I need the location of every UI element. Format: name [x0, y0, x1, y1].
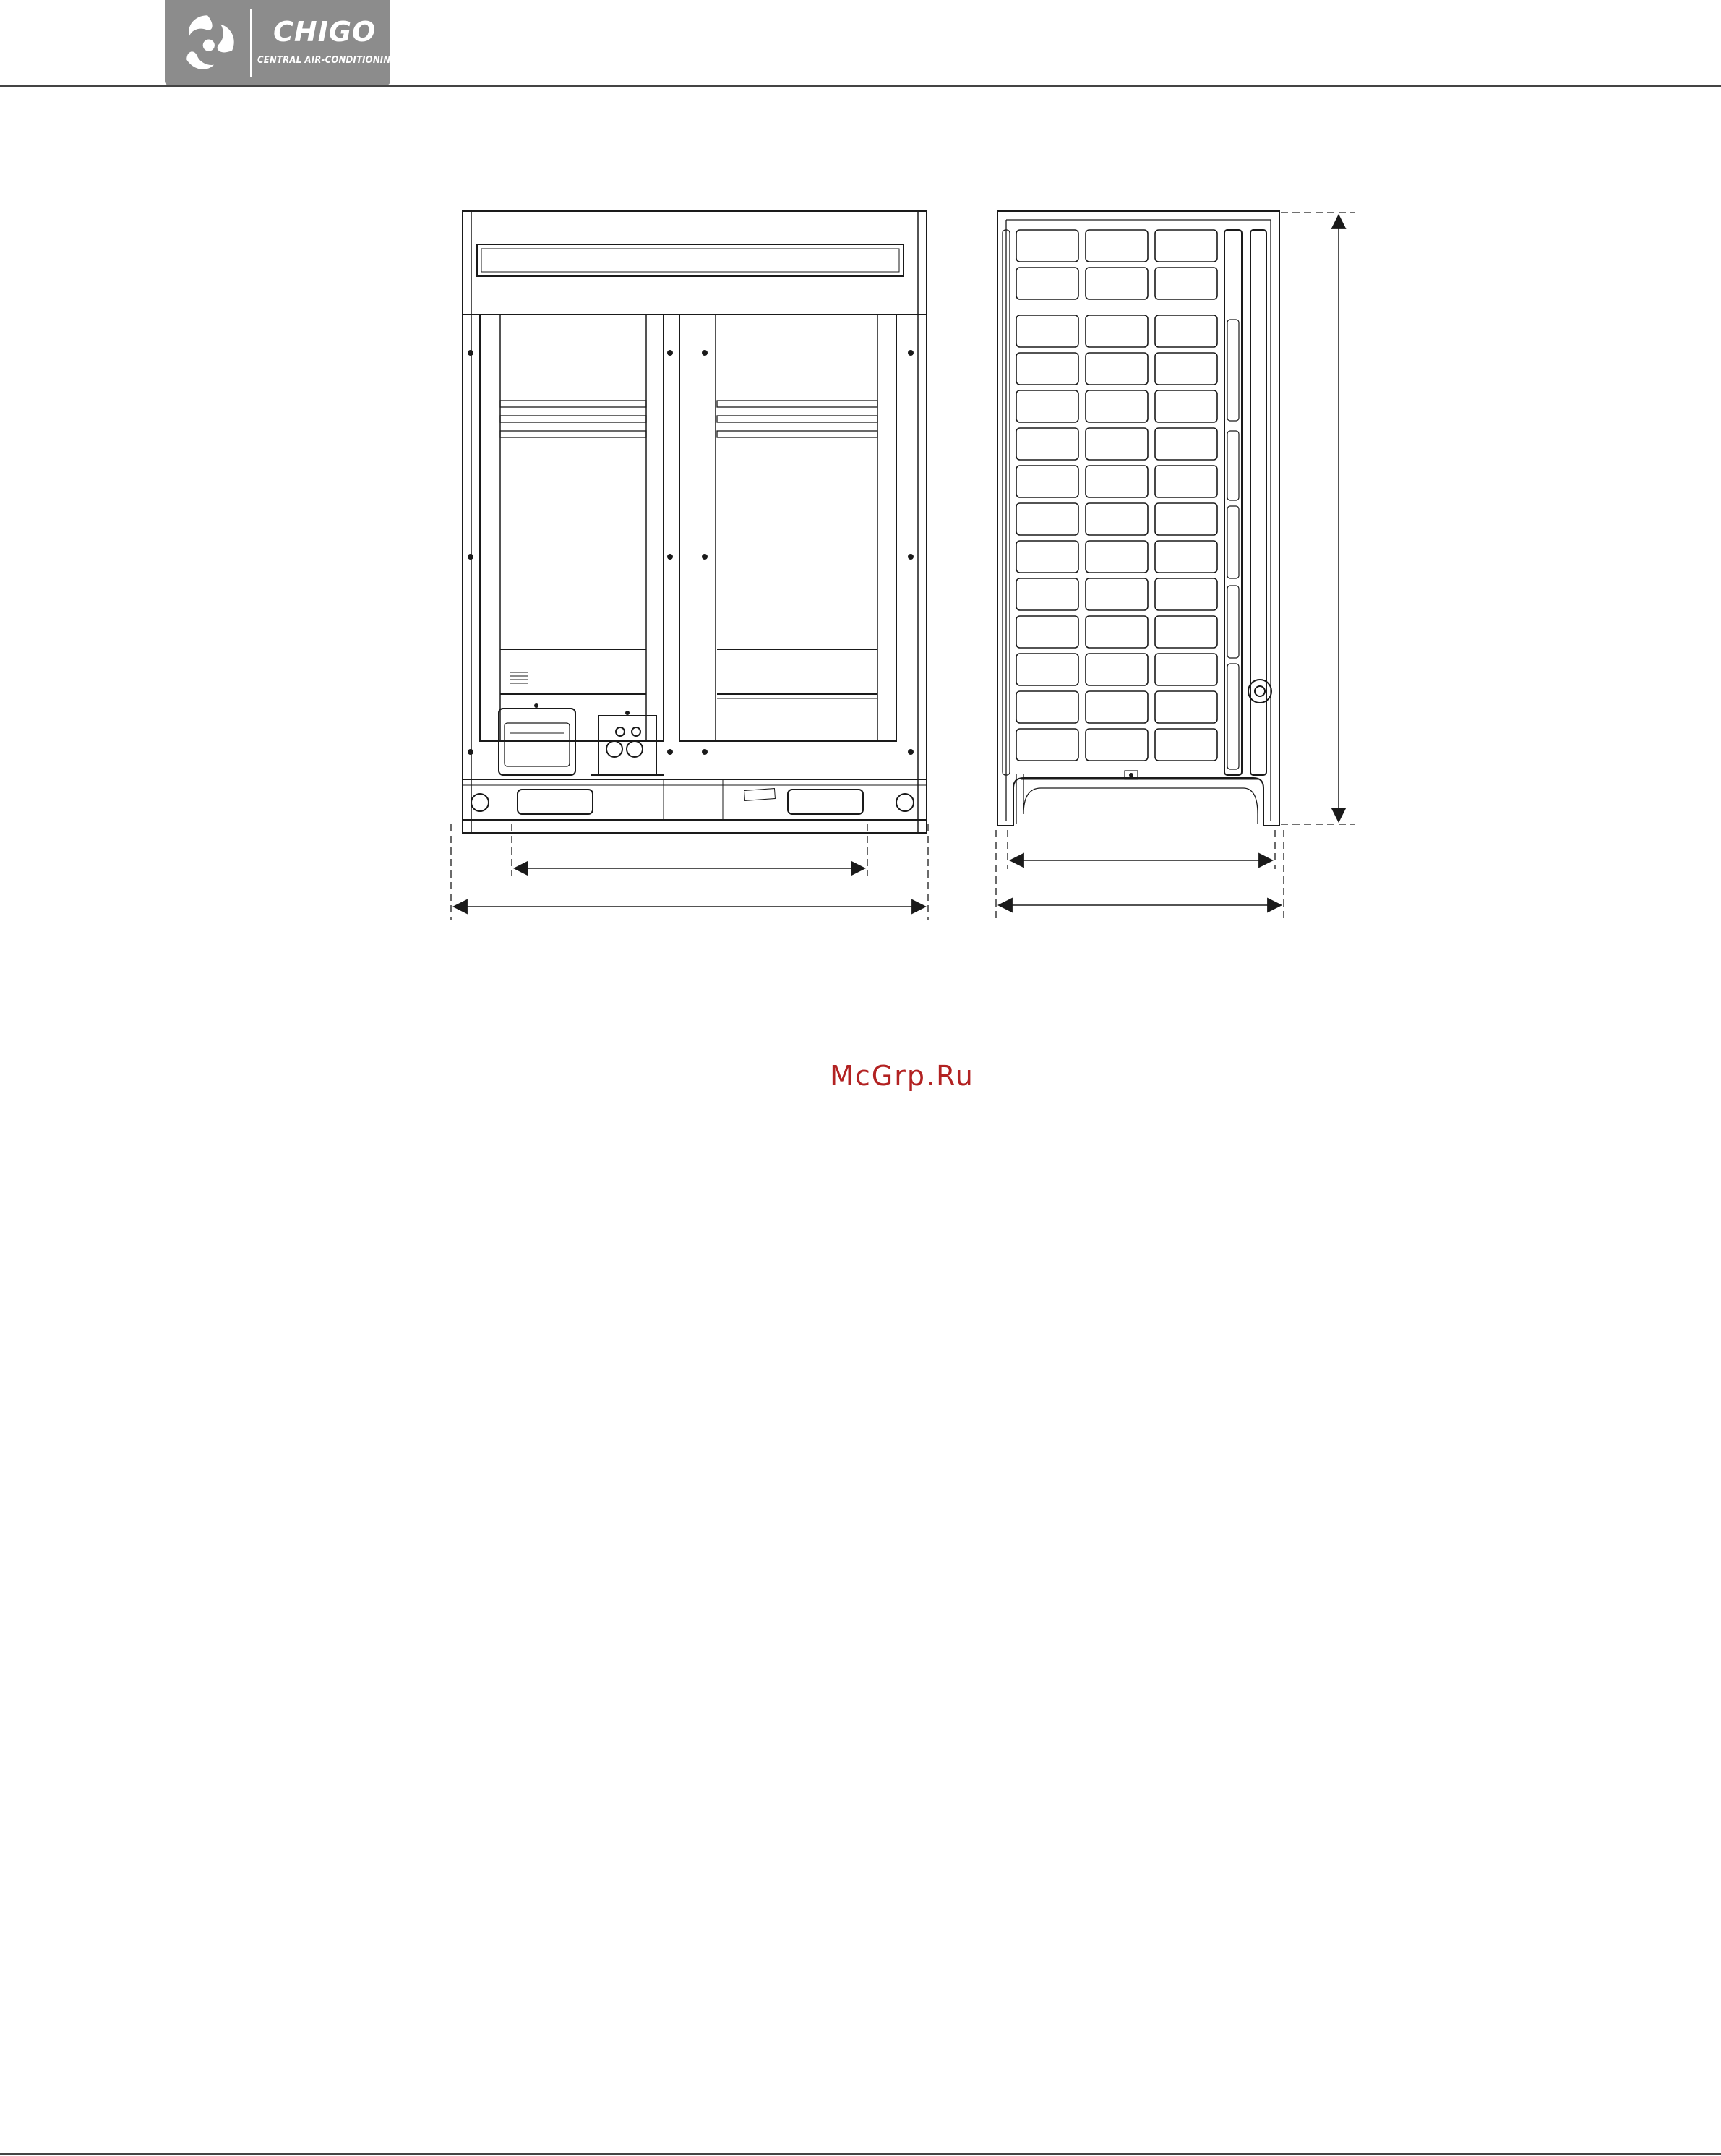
grille-cell [1155, 616, 1217, 648]
grille-cell [1086, 616, 1148, 648]
grille-cell [1155, 230, 1217, 262]
grille-cell [1155, 428, 1217, 460]
grille-cell [1016, 315, 1078, 347]
grille-cell [1016, 390, 1078, 422]
grille-cell [1155, 654, 1217, 685]
logo-tagline: CENTRAL AIR-CONDITIONING [257, 55, 398, 66]
logo-divider [250, 9, 252, 77]
grille-cell [1155, 390, 1217, 422]
grille-cell [1086, 315, 1148, 347]
grille-cell [1016, 541, 1078, 573]
grille-cell [1155, 541, 1217, 573]
grille-cell [1155, 503, 1217, 535]
grille-cell [1155, 315, 1217, 347]
grille-cell [1016, 268, 1078, 299]
grille-cell [1086, 466, 1148, 497]
grille-cell [1086, 578, 1148, 610]
page-header [0, 0, 1721, 88]
grille-cell [1086, 541, 1148, 573]
side-grille [1016, 230, 1217, 761]
grille-cell [1016, 578, 1078, 610]
grille-cell [1086, 230, 1148, 262]
grille-cell [1155, 268, 1217, 299]
logo-name: CHIGO [273, 16, 377, 48]
fan-swirl-icon [175, 10, 240, 75]
grille-cell [1086, 503, 1148, 535]
chigo-logo [165, 0, 398, 85]
grille-cell [1016, 729, 1078, 761]
grille-cell [1016, 654, 1078, 685]
watermark: McGrp.Ru [830, 1060, 974, 1092]
grille-cell [1016, 230, 1078, 262]
grille-cell [1086, 691, 1148, 723]
unit-dimension-drawing [434, 195, 1373, 933]
grille-cell [1086, 428, 1148, 460]
grille-cell [1155, 729, 1217, 761]
grille-cell [1086, 729, 1148, 761]
footer-rule [0, 2153, 1721, 2155]
front-view [451, 211, 928, 920]
grille-cell [1016, 503, 1078, 535]
grille-cell [1086, 353, 1148, 385]
grille-cell [1155, 466, 1217, 497]
grille-cell [1086, 654, 1148, 685]
grille-cell [1016, 466, 1078, 497]
grille-cell [1086, 268, 1148, 299]
grille-cell [1016, 353, 1078, 385]
grille-cell [1016, 691, 1078, 723]
side-view [996, 211, 1355, 920]
header-rule [0, 85, 1721, 87]
grille-cell [1155, 691, 1217, 723]
grille-cell [1016, 616, 1078, 648]
grille-cell [1086, 390, 1148, 422]
grille-cell [1016, 428, 1078, 460]
grille-cell [1155, 578, 1217, 610]
grille-cell [1155, 353, 1217, 385]
